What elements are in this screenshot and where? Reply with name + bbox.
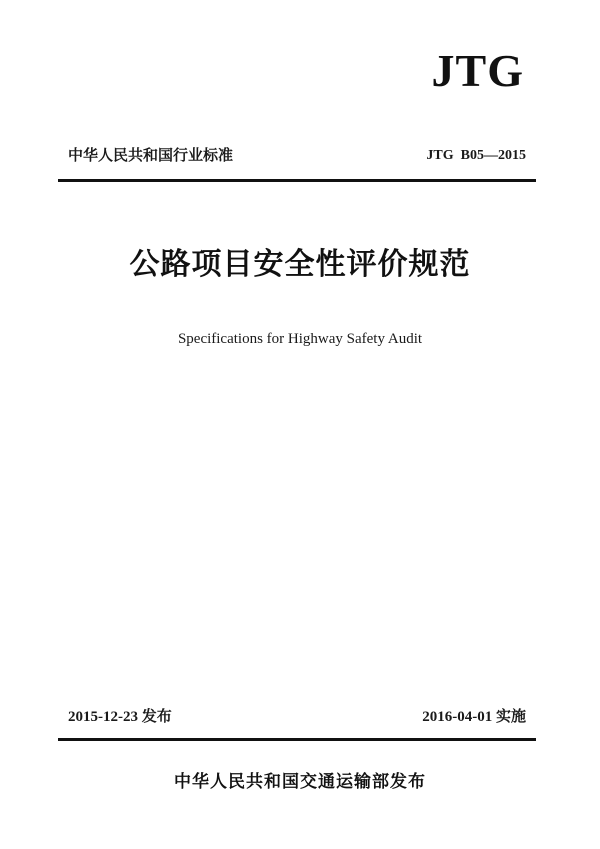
title-chinese: 公路项目安全性评价规范 <box>129 247 471 282</box>
effective-date: 2016-04-01 实施 <box>422 709 526 725</box>
title-english: Specifications for Highway Safety Audit <box>177 331 423 347</box>
issue-date: 2015-12-23 发布 <box>68 709 172 725</box>
standard-type-label: 中华人民共和国行业标准 <box>68 146 234 164</box>
top-divider <box>58 179 536 182</box>
standard-number: JTG B05—2015 <box>426 148 526 163</box>
publisher: 中华人民共和国交通运输部发布 <box>174 772 426 792</box>
jtg-code-mark: JTG <box>431 45 524 96</box>
bottom-divider <box>58 738 536 741</box>
